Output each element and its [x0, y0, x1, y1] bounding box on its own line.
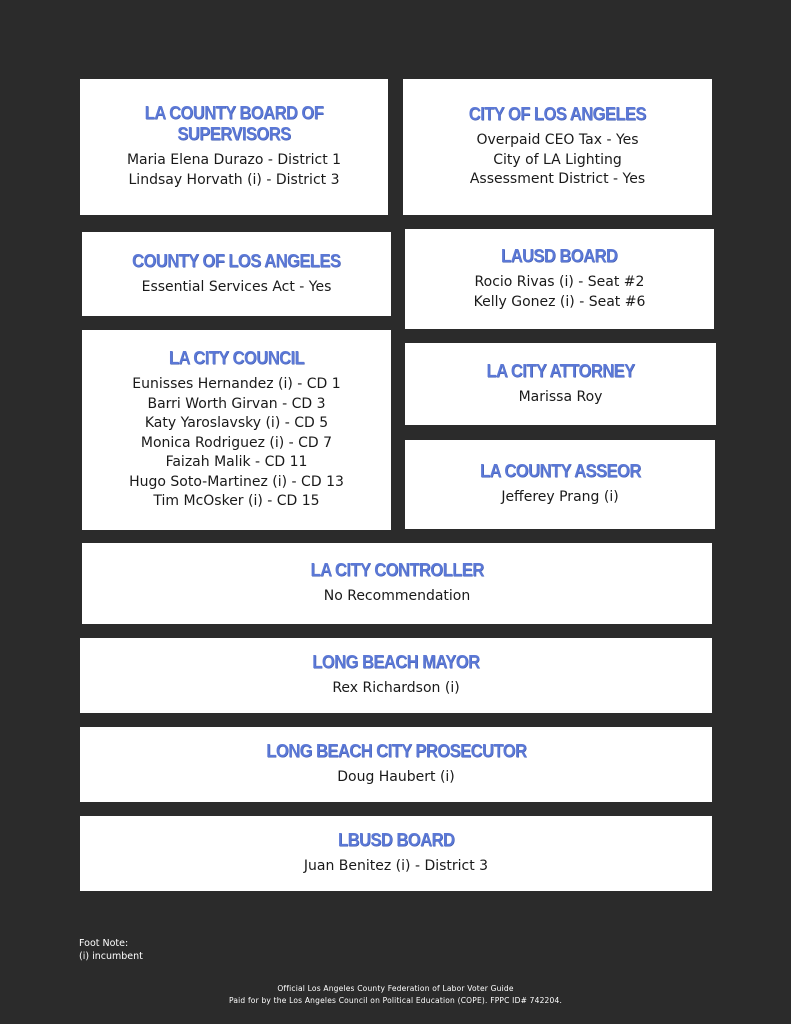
- footer-disclaimer: [0, 983, 791, 1007]
- endorsement-line: Rex Richardson (i): [332, 680, 460, 697]
- endorsement-line: Maria Elena Durazo - District 1: [126, 152, 342, 169]
- endorsement-line: Marissa Roy: [518, 388, 603, 405]
- card-city-of-los-angeles: [403, 79, 712, 215]
- card-lausd-board: [405, 229, 714, 329]
- card-lines: [129, 375, 344, 512]
- card-lines: [470, 131, 645, 190]
- card-title: LA COUNTY BOARD OF SUPERVISORS: [144, 103, 324, 145]
- card-title: COUNTY OF LOS ANGELES: [132, 250, 341, 271]
- endorsement-line: Hugo Soto-Martinez (i) - CD 13: [129, 473, 344, 490]
- endorsement-line: Jefferey Prang (i): [501, 489, 619, 506]
- card-county-of-los-angeles: [82, 232, 391, 316]
- card-lines: [474, 273, 646, 312]
- card-title: LA CITY CONTROLLER: [310, 560, 484, 581]
- footnote-text: (i) incumbent: [79, 951, 143, 962]
- card-lbusd-board: [80, 816, 712, 891]
- card-board-of-supervisors: [80, 79, 388, 215]
- endorsement-line: Doug Haubert (i): [337, 769, 455, 786]
- endorsement-line: Kelly Gonez (i) - Seat #6: [473, 293, 646, 310]
- endorsement-line: Assessment District - Yes: [469, 171, 646, 188]
- card-title: LONG BEACH CITY PROSECUTOR: [265, 741, 527, 762]
- endorsement-line: Barri Worth Girvan - CD 3: [147, 395, 326, 412]
- card-la-county-assessor: [405, 440, 715, 529]
- endorsement-line: Lindsay Horvath (i) - District 3: [128, 172, 340, 188]
- footer-line: Paid for by the Los Angeles Council on Political Education (COPE). FPPC ID# 742204.: [228, 996, 563, 1005]
- endorsement-line: Juan Benitez (i) - District 3: [303, 858, 489, 875]
- card-la-city-attorney: [405, 343, 716, 425]
- card-lines: [324, 587, 471, 607]
- endorsement-line: Essential Services Act - Yes: [141, 278, 332, 295]
- card-title: LAUSD BOARD: [501, 245, 618, 266]
- card-title: LA CITY COUNCIL: [168, 347, 305, 368]
- card-lines: [501, 488, 618, 508]
- card-la-city-controller: [82, 543, 712, 624]
- card-title: LA COUNTY ASSEOR: [479, 461, 641, 482]
- footnote: [79, 937, 143, 963]
- endorsement-line: Overpaid CEO Tax - Yes: [476, 132, 639, 149]
- card-lines: [304, 857, 488, 877]
- endorsement-line: No Recommendation: [323, 588, 471, 605]
- endorsement-line: Tim McOsker (i) - CD 15: [153, 493, 320, 510]
- card-long-beach-city-prosecutor: [80, 727, 712, 802]
- endorsement-line: Eunisses Hernandez (i) - CD 1: [132, 375, 341, 392]
- card-lines: [337, 768, 455, 788]
- endorsement-line: Faizah Malik - CD 11: [165, 454, 308, 471]
- card-lines: [127, 151, 341, 190]
- card-lines: [142, 278, 332, 298]
- card-la-city-council: [82, 330, 391, 530]
- endorsement-line: Monica Rodriguez (i) - CD 7: [140, 434, 333, 451]
- card-lines: [519, 388, 603, 408]
- card-title: LONG BEACH MAYOR: [312, 652, 480, 673]
- card-title: LA CITY ATTORNEY: [486, 360, 635, 381]
- endorsement-line: City of LA Lighting: [493, 151, 622, 168]
- card-title: CITY OF LOS ANGELES: [468, 104, 647, 125]
- endorsement-line: Katy Yaroslavsky (i) - CD 5: [144, 415, 329, 432]
- card-long-beach-mayor: [80, 638, 712, 713]
- footer-line: Official Los Angeles County Federation of Labor Voter Guide: [277, 984, 514, 993]
- endorsement-line: Rocio Rivas (i) - Seat #2: [474, 273, 645, 290]
- card-lines: [332, 679, 459, 699]
- card-title: LBUSD BOARD: [337, 830, 455, 851]
- footnote-label: Foot Note:: [79, 938, 129, 949]
